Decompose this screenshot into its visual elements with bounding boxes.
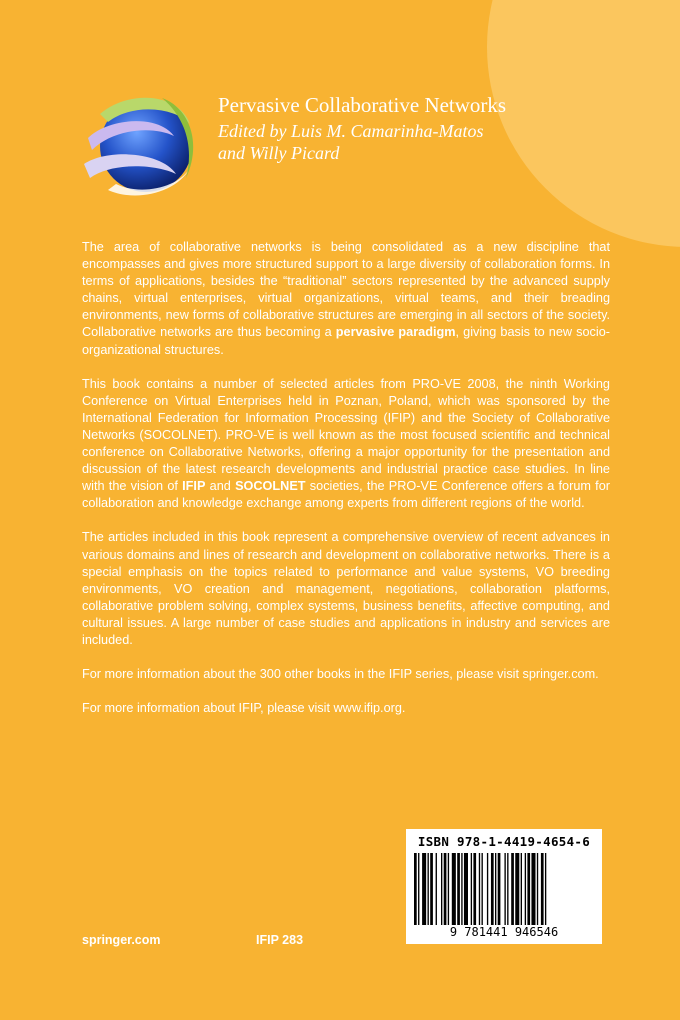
barcode-bar [482,853,483,925]
barcode-bar [430,853,433,925]
ean-number: 9 781441 946546 [449,925,559,939]
barcode-bar [498,853,501,925]
isbn-number: ISBN 978-1-4419-4654-6 [417,834,591,849]
barcode-bar [414,853,417,925]
barcode-bar [428,853,429,925]
book-description [82,239,610,717]
paragraph-1-emphasis: pervasive paradigm [335,325,456,340]
paragraph-2-text-c: societies, the PRO-VE Conference offers a forum for collaboration and knowledge exchange among experts from different regions of the world. [82,479,610,511]
barcode-bar [511,853,514,925]
title-block [218,92,506,164]
barcode-bar [448,853,449,925]
barcode-bar [464,853,468,925]
barcode-bar [479,853,480,925]
barcode-bar [487,853,488,925]
series-label: IFIP 283 [256,933,304,947]
barcode-bar [545,853,546,925]
globe-logo-icon [78,78,202,210]
paragraph-1 [82,239,610,359]
decorative-circle [487,0,680,247]
paragraph-2 [82,376,610,513]
barcode-bar [527,853,530,925]
barcode-bar [515,853,519,925]
paragraph-1-text-b: , giving basis to new socio-organizational structures. [82,325,610,357]
barcode-bar [473,853,476,925]
barcode-bar [418,853,419,925]
barcode-bar [471,853,472,925]
barcode-bar [531,853,535,925]
barcode-bar [452,853,456,925]
barcode-bar [507,853,508,925]
barcode-bar [504,853,505,925]
barcode-bars [414,853,594,925]
paragraph-2-text-b: and [205,479,236,494]
barcode-bar [457,853,460,925]
barcode-bar [491,853,494,925]
barcode-bar [461,853,462,925]
paragraph-2-ifip: IFIP [182,479,206,494]
barcode-bar [541,853,544,925]
isbn-barcode [406,829,602,944]
editors-line-1: Edited by Luis M. Camarinha-Matos [218,121,484,141]
paragraph-2-text-a: This book contains a number of selected articles from PRO-VE 2008, the ninth Working Conference on Virtual Enterprises held in Poznan, Poland, which was sponsored by the International Federation for Information Processing (IFIP) and the Society of Collaborative Networks (SOCOLNET). PRO-VE is well known as the most focused scientific and technical conference on Collaborative Networks, offering a major opportunity for the presentation and discussion of the latest research developments and industrial practice case studies. In line with the vision of [82,376,610,494]
book-title: Pervasive Collaborative Networks [218,93,507,117]
barcode-bar [521,853,522,925]
barcode-bar [436,853,437,925]
paragraph-4: For more information about the 300 other books in the IFIP series, please visit springer.com. [82,667,599,682]
paragraph-5: For more information about IFIP, please visit www.ifip.org. [82,701,406,716]
editors-line-2: and Willy Picard [218,143,340,163]
barcode-bar [525,853,526,925]
barcode-bar [444,853,447,925]
paragraph-1-text-a: The area of collaborative networks is being consolidated as a new discipline that encompasses and gives more structured support to a large diversity of collaboration forms. In terms of applications, besides the “traditional” sectors represented by the advanced supply chains, virtual enterprises, virtual organizations, virtual teams, and their breading environments, new forms of collaborative structures are emerging in all sectors of the society. Collaborative networks are thus becoming a [82,240,610,340]
paragraph-2-socolnet: SOCOLNET [235,479,306,494]
barcode-bar [537,853,538,925]
barcode-bar [495,853,496,925]
barcode-bar [441,853,442,925]
publisher-link: springer.com [82,933,161,947]
barcode-bar [422,853,426,925]
paragraph-3: The articles included in this book represent a comprehensive overview of recent advances in various domains and lines of research and development on collaborative networks. There is a special emphasis on the topics related to performance and value systems, VO breeding environments, VO creation and management, negotiations, collaboration platforms, collaborative problem solving, complex systems, business benefits, affective computing, and cultural issues. A large number of case studies and applications in industry and services are included. [82,530,610,647]
